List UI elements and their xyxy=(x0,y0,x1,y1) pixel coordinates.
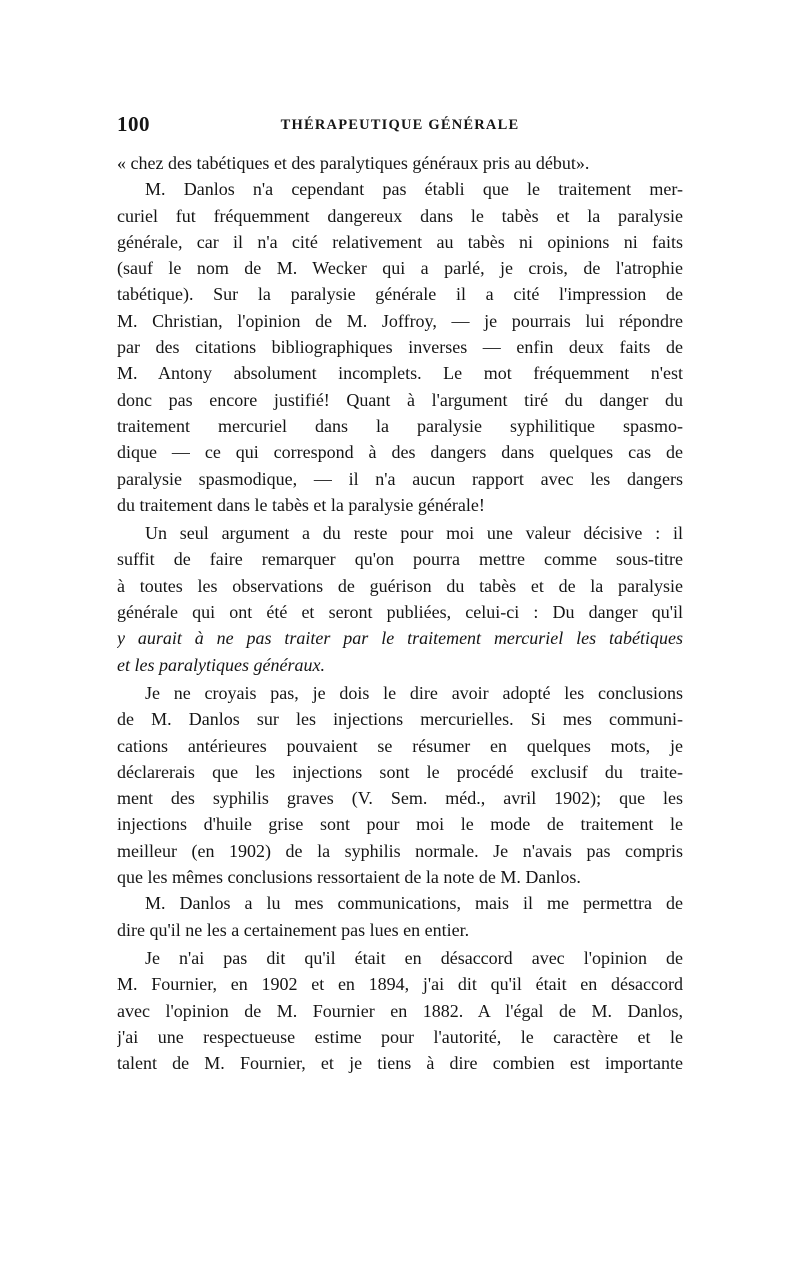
body-text xyxy=(117,150,683,1076)
text-line: M. Fournier, en 1902 et en 1894, j'ai dit qu'il était en désaccord xyxy=(117,974,683,995)
text-line: Je ne croyais pas, je dois le dire avoir adopté les conclusions xyxy=(145,682,683,703)
text-line: donc pas encore justifié! Quant à l'argument tiré du danger du xyxy=(117,389,683,410)
text-line: dire qu'il ne les a certainement pas lues en entier. xyxy=(117,919,470,940)
text-line: et les paralytiques généraux. xyxy=(117,654,325,675)
text-line: de M. Danlos sur les injections mercurielles. Si mes communi- xyxy=(117,709,683,730)
text-line: meilleur (en 1902) de la syphilis normale. Je n'avais pas compris xyxy=(117,840,683,861)
text-line: par des citations bibliographiques inverses — enfin deux faits de xyxy=(117,337,683,358)
text-line: que les mêmes conclusions ressortaient de la note de M. Danlos. xyxy=(117,867,581,888)
text-line: (sauf le nom de M. Wecker qui a parlé, je crois, de l'atrophie xyxy=(117,258,683,279)
text-line: déclarerais que les injections sont le procédé exclusif du traite- xyxy=(117,761,683,782)
text-line: générale qui ont été et seront publiées, celui-ci : Du danger qu'il xyxy=(117,602,683,623)
text-line: injections d'huile grise sont pour moi le mode de traitement le xyxy=(117,814,683,835)
text-line: paralysie spasmodique, — il n'a aucun rapport avec les dangers xyxy=(117,468,683,489)
text-line: j'ai une respectueuse estime pour l'autorité, le caractère et le xyxy=(117,1026,683,1047)
page-number: 100 xyxy=(117,112,150,136)
text-line: M. Christian, l'opinion de M. Joffroy, — je pourrais lui répondre xyxy=(117,310,683,331)
text-line: avec l'opinion de M. Fournier en 1882. A l'égal de M. Danlos, xyxy=(117,1000,683,1021)
text-line: à toutes les observations de guérison du tabès et de la paralysie xyxy=(117,575,683,596)
text-line: générale, car il n'a cité relativement au tabès ni opinions ni faits xyxy=(117,231,683,252)
text-line: curiel fut fréquemment dangereux dans le tabès et la paralysie xyxy=(117,205,683,226)
text-line: y aurait à ne pas traiter par le traitement mercuriel les tabétiques xyxy=(117,628,683,649)
text-line: Un seul argument a du reste pour moi une valeur décisive : il xyxy=(145,523,683,544)
text-line: tabétique). Sur la paralysie générale il a cité l'impression de xyxy=(117,284,683,305)
text-line: traitement mercuriel dans la paralysie syphilitique spasmo- xyxy=(117,415,683,436)
text-line: M. Antony absolument incomplets. Le mot fréquemment n'est xyxy=(117,363,683,384)
text-line: talent de M. Fournier, et je tiens à dire combien est importante xyxy=(117,1053,683,1074)
text-line: dique — ce qui correspond à des dangers dans quelques cas de xyxy=(117,442,683,463)
text-line: ment des syphilis graves (V. Sem. méd., avril 1902); que les xyxy=(117,788,683,809)
text-line: « chez des tabétiques et des paralytiques généraux pris au début». xyxy=(117,153,590,173)
text-line: M. Danlos n'a cependant pas établi que le traitement mer- xyxy=(145,179,683,200)
running-head xyxy=(117,112,683,142)
text-line: du traitement dans le tabès et la paralysie générale! xyxy=(117,494,485,515)
text-line: M. Danlos a lu mes communications, mais il me permettra de xyxy=(145,893,683,914)
text-line: cations antérieures pouvaient se résumer en quelques mots, je xyxy=(117,735,683,756)
text-line: suffit de faire remarquer qu'on pourra mettre comme sous-titre xyxy=(117,549,683,570)
running-title: THÉRAPEUTIQUE GÉNÉRALE xyxy=(280,117,520,133)
text-line: Je n'ai pas dit qu'il était en désaccord avec l'opinion de xyxy=(145,947,683,968)
